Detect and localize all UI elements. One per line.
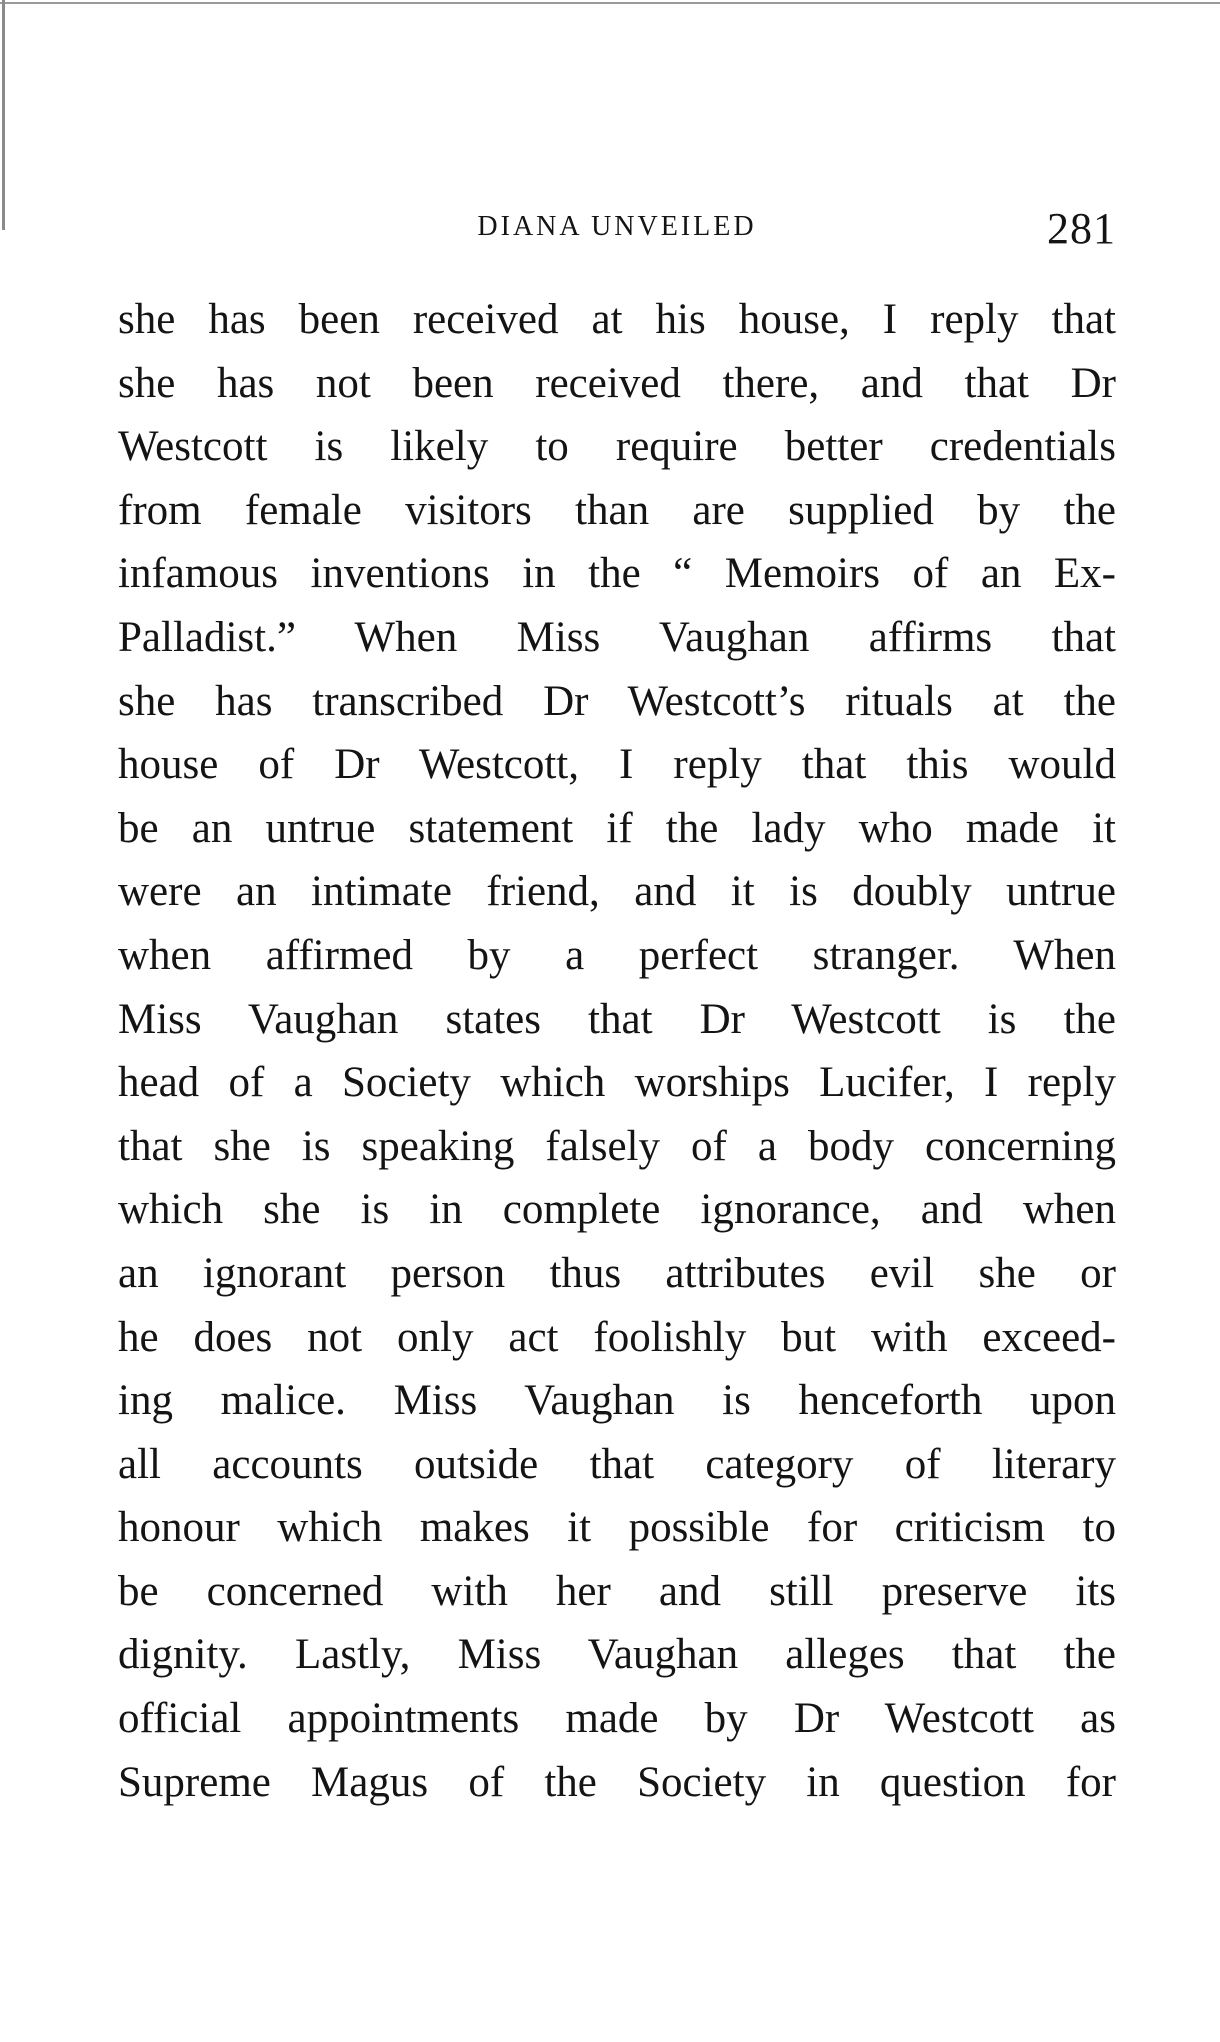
text-line: house of Dr Westcott, I reply that this would (118, 741, 1116, 789)
text-line: were an intimate friend, and it is doubly untrue (118, 868, 1116, 916)
text-line: dignity. Lastly, Miss Vaughan alleges that the (118, 1631, 1116, 1679)
text-line: he does not only act foolishly but with exceed- (118, 1313, 1116, 1361)
scan-edge-top (0, 2, 1220, 4)
text-line: that she is speaking falsely of a body concerning (118, 1122, 1116, 1170)
page-header (118, 203, 1116, 253)
running-head: DIANA UNVEILED (477, 211, 757, 242)
text-line: infamous inventions in the “ Memoirs of an Ex- (118, 550, 1116, 598)
text-line: be an untrue statement if the lady who made it (118, 804, 1116, 852)
text-line: all accounts outside that category of literary (118, 1440, 1116, 1488)
scan-edge-left (2, 0, 5, 230)
page-number: 281 (1047, 204, 1116, 253)
text-line: Westcott is likely to require better credentials (118, 423, 1116, 471)
text-line: be concerned with her and still preserve its (118, 1567, 1116, 1615)
text-line: she has transcribed Dr Westcott’s rituals at the (118, 677, 1116, 725)
body-text (118, 288, 1116, 1814)
text-line: when affirmed by a perfect stranger. When (118, 931, 1116, 979)
text-line: Miss Vaughan states that Dr Westcott is the (118, 995, 1116, 1043)
text-line: official appointments made by Dr Westcott as (118, 1695, 1116, 1743)
text-line: which she is in complete ignorance, and when (118, 1186, 1116, 1234)
text-line: an ignorant person thus attributes evil she or (118, 1249, 1116, 1297)
text-line: from female visitors than are supplied by the (118, 486, 1116, 534)
text-line: Supreme Magus of the Society in question for (118, 1758, 1116, 1806)
text-line: honour which makes it possible for criticism to (118, 1504, 1116, 1552)
text-line: she has been received at his house, I reply that (118, 296, 1116, 343)
text-line: head of a Society which worships Lucifer, I reply (118, 1059, 1116, 1107)
text-line: she has not been received there, and that Dr (118, 359, 1116, 407)
text-line: ing malice. Miss Vaughan is henceforth upon (118, 1377, 1116, 1425)
text-line: Palladist.” When Miss Vaughan affirms that (118, 613, 1116, 661)
